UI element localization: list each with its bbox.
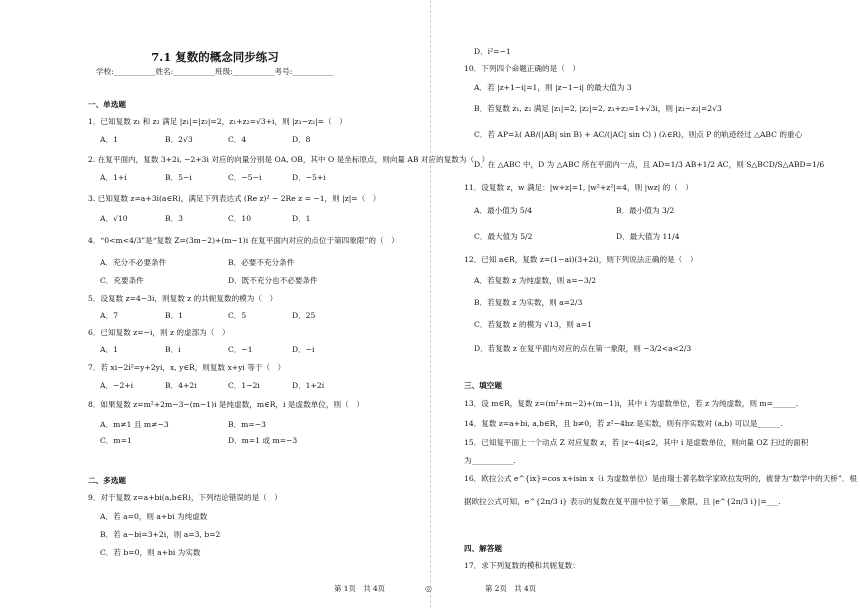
q1-option-a: A．1 [100, 135, 118, 144]
question-9: 9．对于复数 z=a+bi(a,b∈R)，下列结论错误的是（ ） [88, 493, 282, 502]
question-16: 16．欧拉公式 e^{ix}=cos x+isin x（i 为虚数单位）是由瑞士著名数学家欧拉发明的，被誉为“数学中的天桥”．根 [464, 474, 857, 483]
q6-option-d: D．−i [292, 345, 315, 354]
q4-option-c: C．充要条件 [100, 276, 144, 285]
q7-option-c: C．1−2i [228, 381, 260, 390]
q3-option-c: C．10 [228, 214, 252, 223]
q10-option-c: C．若 AP=λ( AB/(|AB| sin B) + AC/(|AC| sin C) ) (λ∈R)，则点 P 的轨迹经过 △ABC 的重心 [474, 130, 803, 139]
q9-option-d: D．i²=−1 [474, 47, 511, 56]
q1-option-c: C．4 [228, 135, 247, 144]
q7-option-a: A．−2+i [100, 381, 134, 390]
q5-option-a: A．7 [100, 311, 118, 320]
q2-option-a: A．1+i [100, 173, 127, 182]
q10-option-a: A．若 |z+1−i|=1，则 |z−1−i| 的最大值为 3 [474, 83, 632, 92]
question-7: 7．若 xi−2i²=y+2yi，x, y∈R，则复数 x+yi 等于（ ） [88, 363, 286, 372]
q1-option-d: D．8 [292, 135, 311, 144]
q3-option-d: D．1 [292, 214, 311, 223]
question-13: 13．设 m∈R，复数 z=(m²+m−2)+(m−1)i，其中 i 为虚数单位，若 z 为纯虚数，则 m=______. [464, 399, 799, 408]
q11-option-b: B．最小值为 3/2 [616, 206, 675, 215]
section-answer: 四、解答题 [464, 544, 502, 553]
q6-option-a: A．1 [100, 345, 118, 354]
question-5: 5．设复数 z=4−3i，则复数 z 的共轭复数的模为（ ） [88, 294, 278, 303]
q12-option-a: A．若复数 z 为纯虚数，则 a=−3/2 [474, 276, 597, 285]
q8-option-b: B．m=−3 [228, 420, 266, 429]
question-8: 8．如果复数 z=m²+2m−3−(m−1)i 是纯虚数，m∈R，i 是虚数单位，则（ ） [88, 400, 364, 409]
q5-option-d: D．25 [292, 311, 316, 320]
section-multiple-choice: 二、多选题 [88, 476, 126, 485]
q10-option-b: B．若复数 z₁, z₂ 满足 |z₁|=2, |z₂|=2, z₁+z₂=1+√3i，则 |z₁−z₂|=2√3 [474, 104, 722, 113]
q2-option-d: D．−5+i [292, 173, 326, 182]
q5-option-b: B．1 [165, 311, 184, 320]
question-6: 6．已知复数 z=−i，则 z 的虚部为（ ） [88, 328, 230, 337]
q8-option-c: C．m=1 [100, 436, 132, 445]
q4-option-b: B．必要不充分条件 [228, 258, 295, 267]
q6-option-c: C．−1 [228, 345, 253, 354]
question-14: 14．复数 z=a+bi, a,b∈R，且 b≠0，若 z²−4bz 是实数，则有序实数对 (a,b) 可以是______. [464, 419, 783, 428]
question-2: 2. 在复平面内，复数 3+2i, −2+3i 对应的向量分别是 OA, OB，其中 O 是坐标原点，则向量 AB 对应的复数为（ ） [88, 155, 490, 164]
q9-option-a: A．若 a=0，则 a+bi 为纯虚数 [100, 512, 208, 521]
right-page [430, 0, 860, 608]
question-15: 15．已知复平面上一个动点 Z 对应复数 z，若 |z−4i|≤2，其中 i 是虚数单位，则向量 OZ 扫过的面积 [464, 438, 809, 447]
q2-option-c: C．−5−i [228, 173, 262, 182]
student-info-line: 学校:___________姓名:___________班级:___________考号:___________ [95, 67, 335, 76]
q3-option-a: A．√10 [100, 214, 128, 223]
q6-option-b: B．i [165, 345, 181, 354]
q7-option-b: B．4+2i [165, 381, 197, 390]
q11-option-c: C．最大值为 5/2 [474, 232, 533, 241]
q11-option-d: D．最大值为 11/4 [616, 232, 680, 241]
section-fill-in: 三、填空题 [464, 381, 502, 390]
q11-option-a: A．最小值为 5/4 [474, 206, 533, 215]
q1-option-b: B．2√3 [165, 135, 193, 144]
q2-option-b: B．5−i [165, 173, 192, 182]
q12-option-b: B．若复数 z 为实数，则 a=2/3 [474, 298, 583, 307]
q7-option-d: D．1+2i [292, 381, 325, 390]
q9-option-b: B．若 a−bi=3+2i，则 a=3, b=2 [100, 530, 221, 539]
question-12: 12．已知 a∈R，复数 z=(1−ai)(3+2i)，则下列说法正确的是（ ） [464, 255, 698, 264]
q5-option-c: C．5 [228, 311, 247, 320]
q9-option-c: C．若 b=0，则 a+bi 为实数 [100, 548, 201, 557]
page-title: 7.1 复数的概念同步练习 [151, 50, 279, 64]
question-11: 11．设复数 z，w 满足：|w+z|=1, |w²+z²|=4，则 |wz| 的（ ） [464, 183, 694, 192]
question-1: 1．已知复数 z₁ 和 z₂ 满足 |z₁|=|z₂|=2，z₁+z₂=√3+i，则 |z₁−z₂|=（ ） [88, 117, 347, 126]
section-single-choice: 一、单选题 [88, 100, 126, 109]
question-4: 4．“0<m<4/3”是“复数 Z=(3m−2)+(m−1)i 在复平面内对应的点位于第四象限”的（ ） [88, 236, 399, 245]
question-16-continued: 据欧拉公式可知，e^{2π/3 i} 表示的复数在复平面中位于第___象限，且 |e^{2π/3 i}|=___. [464, 497, 781, 506]
question-17: 17．求下列复数的模和共轭复数： [464, 561, 580, 570]
q4-option-a: A．充分不必要条件 [100, 258, 167, 267]
q8-option-a: A．m≠1 且 m≠−3 [100, 420, 169, 429]
q12-option-c: C．若复数 z 的模为 √13，则 a=1 [474, 320, 593, 329]
page-number-right: 第 2页 共 4页 [485, 584, 537, 593]
q4-option-d: D．既不充分也不必要条件 [228, 276, 318, 285]
q8-option-d: D．m=1 或 m=−3 [228, 436, 298, 445]
q10-option-d: D．在 △ABC 中，D 为 △ABC 所在平面内一点，且 AD=1/3 AB+1/2 AC，则 S△BCD/S△ABD=1/6 [474, 160, 825, 169]
q3-option-b: B．3 [165, 214, 184, 223]
page-number-left: 第 1页 共 4页 [334, 584, 386, 593]
q12-option-d: D．若复数 z 在复平面内对应的点在第一象限，则 −3/2<a<2/3 [474, 344, 692, 353]
question-15-blank: 为___________. [464, 456, 516, 465]
question-10: 10．下列四个命题正确的是（ ） [464, 64, 580, 73]
question-3: 3. 已知复数 z=a+3i(a∈R)，满足下列表达式 (Re z)² − 2Re z = −1，则 |z|=（ ） [88, 194, 381, 203]
binding-hole-icon: ◎ [425, 584, 432, 593]
